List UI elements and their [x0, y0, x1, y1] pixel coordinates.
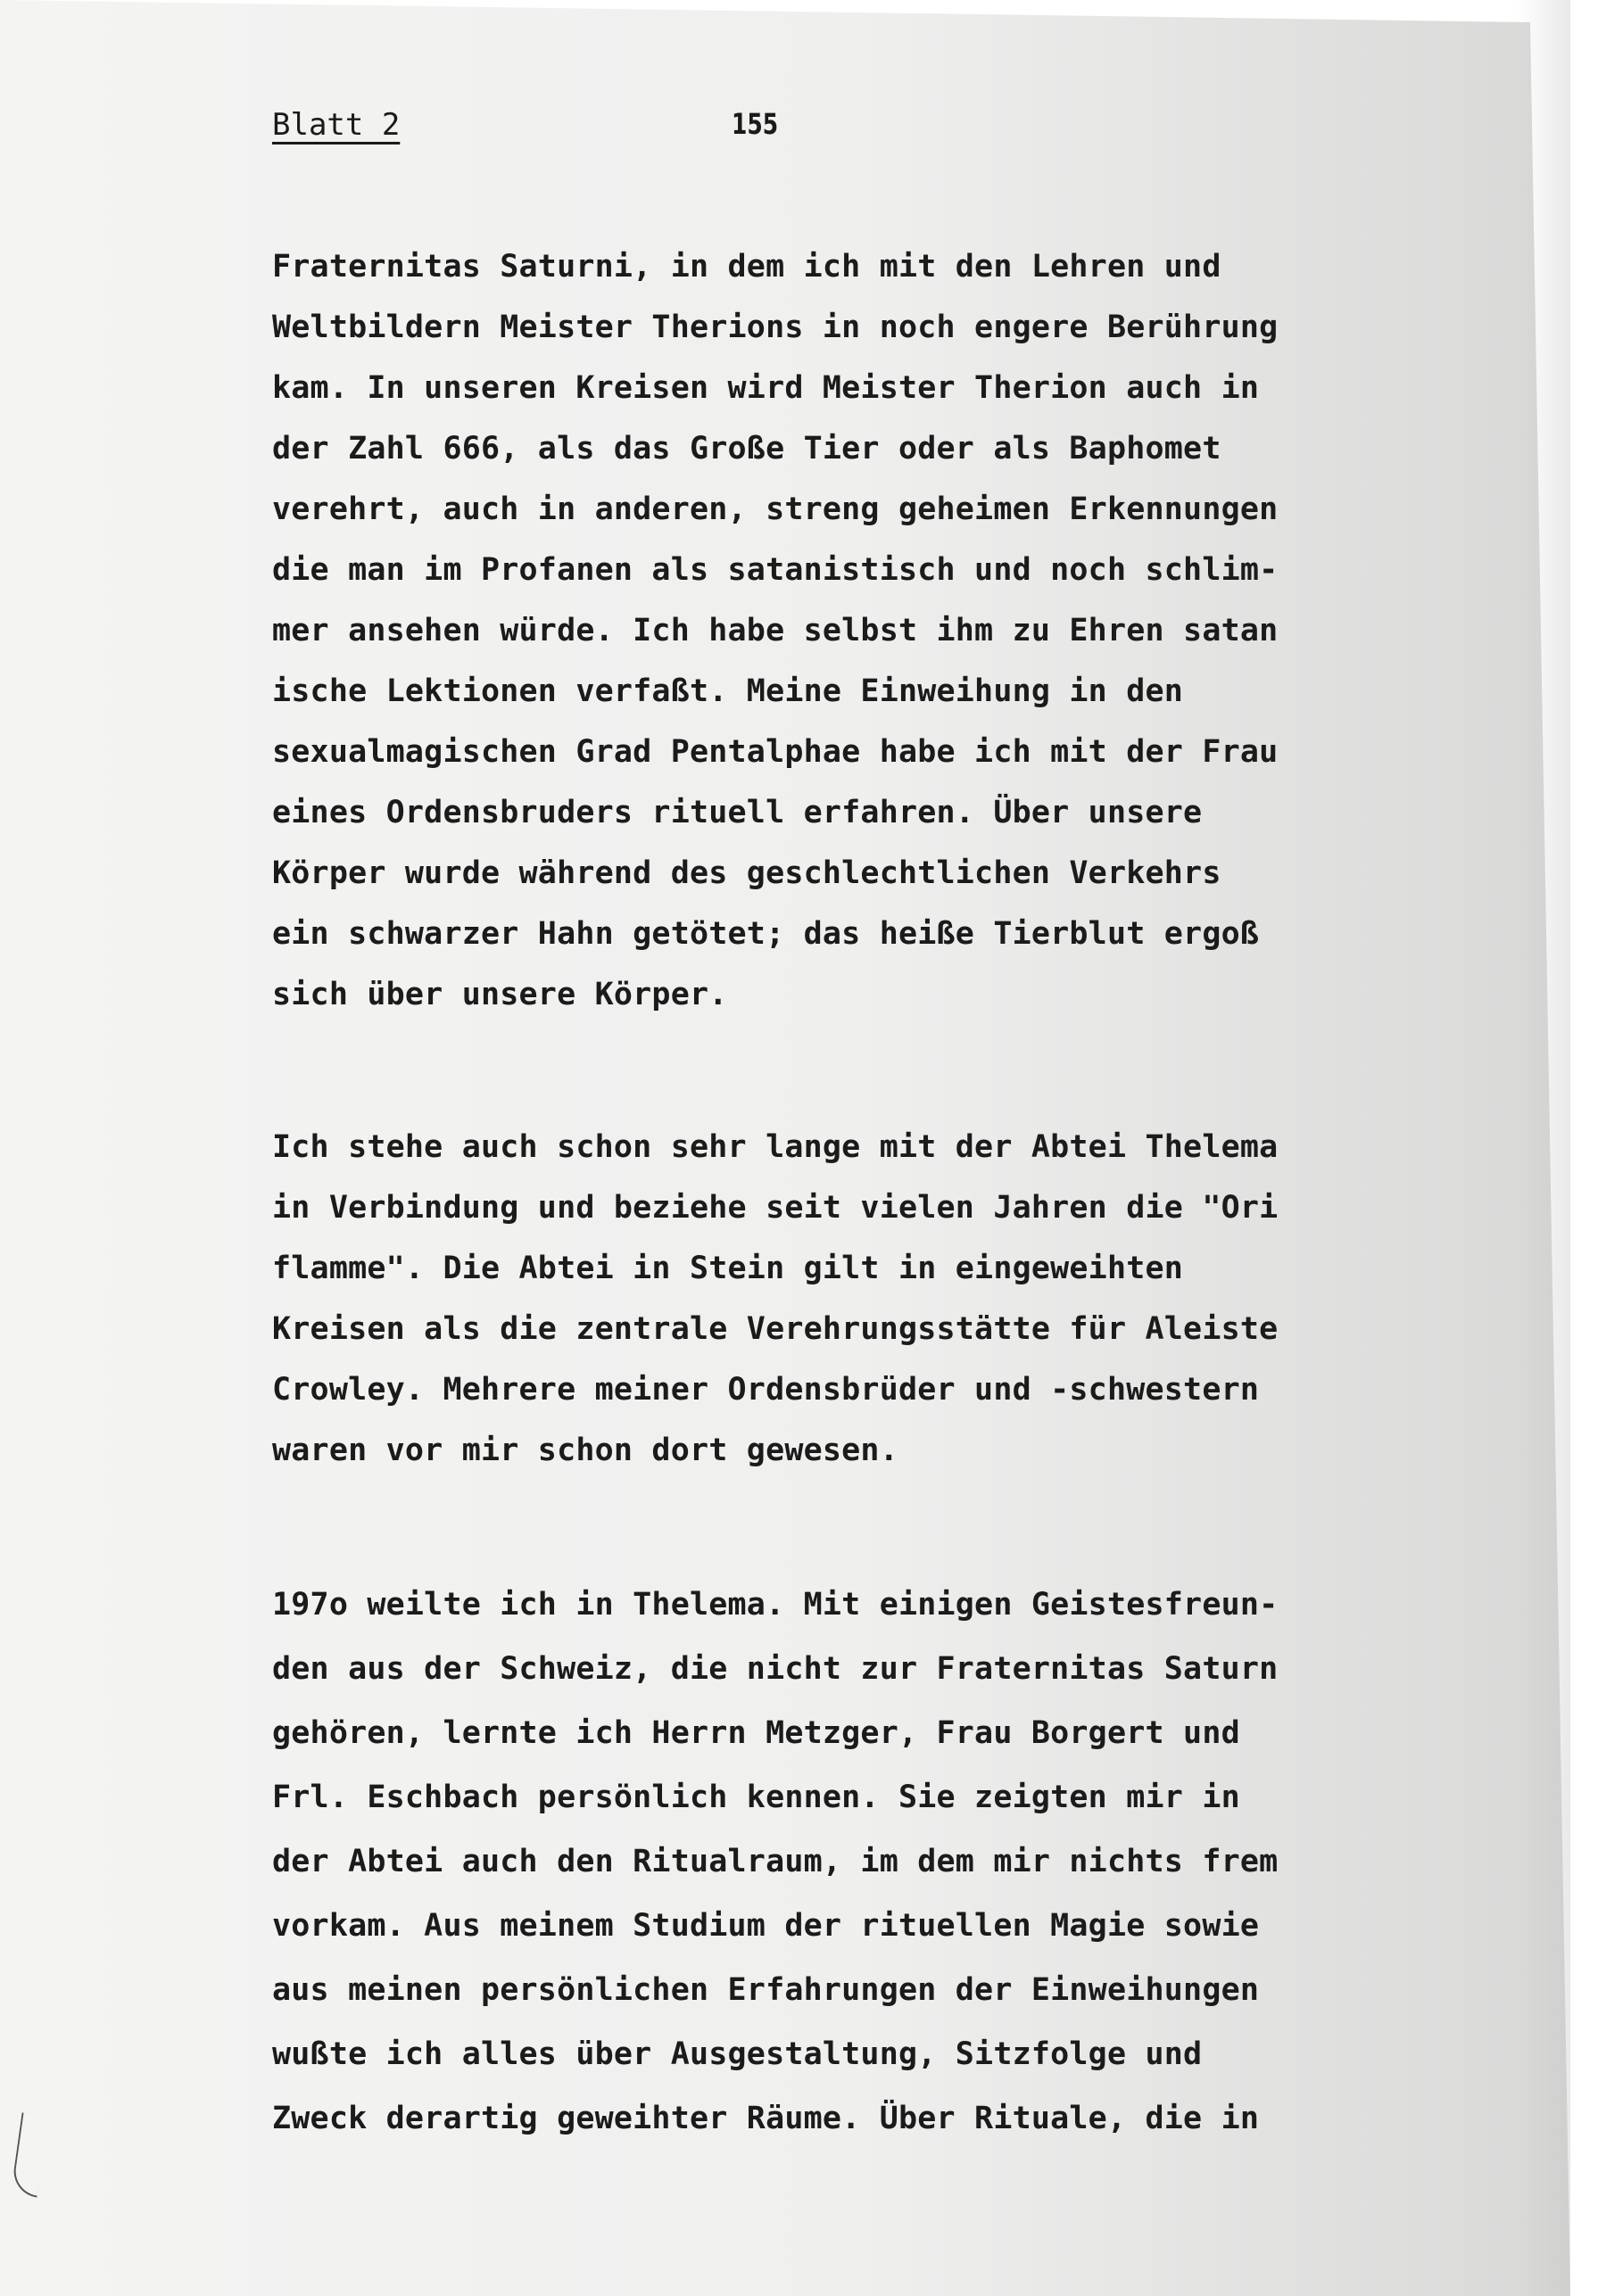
text-line: den aus der Schweiz, die nicht zur Fraternitas Saturn	[272, 1651, 1279, 1687]
text-line: Weltbildern Meister Therions in noch engere Berührung	[272, 310, 1279, 345]
page-header	[272, 107, 1432, 161]
text-line: aus meinen persönlichen Erfahrungen der Einweihungen	[272, 1972, 1260, 2008]
paragraph-1	[272, 236, 1325, 1025]
text-line: verehrt, auch in anderen, streng geheimen Erkennungen	[272, 491, 1279, 527]
text-line: mer ansehen würde. Ich habe selbst ihm zu Ehren satan	[272, 613, 1279, 648]
text-line: sich über unsere Körper.	[272, 977, 728, 1012]
text-line: der Abtei auch den Ritualraum, im dem mir nichts frem	[272, 1844, 1279, 1879]
text-line: Fraternitas Saturni, in dem ich mit den Lehren und	[272, 249, 1221, 285]
text-line: Körper wurde während des geschlechtlichen Verkehrs	[272, 855, 1221, 891]
page-number: 155	[732, 107, 779, 141]
text-line: flamme". Die Abtei in Stein gilt in eingeweihten	[272, 1251, 1184, 1286]
typed-body-text	[272, 236, 1325, 2151]
text-line: der Zahl 666, als das Große Tier oder als Baphomet	[272, 431, 1221, 467]
text-line: 197o weilte ich in Thelema. Mit einigen Geistesfreun-	[272, 1587, 1279, 1623]
text-line: Kreisen als die zentrale Verehrungsstätte für Aleiste	[272, 1311, 1279, 1347]
sheet-label: Blatt 2	[272, 107, 401, 143]
paragraph-3	[272, 1573, 1325, 2151]
paragraph-2	[272, 1117, 1325, 1481]
text-line: ein schwarzer Hahn getötet; das heiße Tierblut ergoß	[272, 916, 1260, 952]
text-line: die man im Profanen als satanistisch und noch schlim-	[272, 552, 1279, 588]
text-line: Crowley. Mehrere meiner Ordensbrüder und -schwestern	[272, 1372, 1260, 1408]
text-line: ische Lektionen verfaßt. Meine Einweihung in den	[272, 673, 1184, 709]
page-edge-shadow	[1517, 0, 1570, 2296]
text-line: eines Ordensbruders rituell erfahren. Über unsere	[272, 795, 1203, 830]
text-line: sexualmagischen Grad Pentalphae habe ich mit der Frau	[272, 734, 1279, 770]
text-line: Ich stehe auch schon sehr lange mit der Abtei Thelema	[272, 1129, 1279, 1165]
text-line: Zweck derartig geweihter Räume. Über Rituale, die in	[272, 2101, 1260, 2136]
text-line: in Verbindung und beziehe seit vielen Jahren die "Ori	[272, 1190, 1279, 1226]
text-line: vorkam. Aus meinem Studium der rituellen Magie sowie	[272, 1908, 1260, 1944]
text-line: waren vor mir schon dort gewesen.	[272, 1433, 898, 1468]
text-line: gehören, lernte ich Herrn Metzger, Frau Borgert und	[272, 1715, 1240, 1751]
text-line: kam. In unseren Kreisen wird Meister Therion auch in	[272, 370, 1260, 406]
text-line: Frl. Eschbach persönlich kennen. Sie zeigten mir in	[272, 1780, 1240, 1815]
text-line: wußte ich alles über Ausgestaltung, Sitzfolge und	[272, 2036, 1203, 2072]
